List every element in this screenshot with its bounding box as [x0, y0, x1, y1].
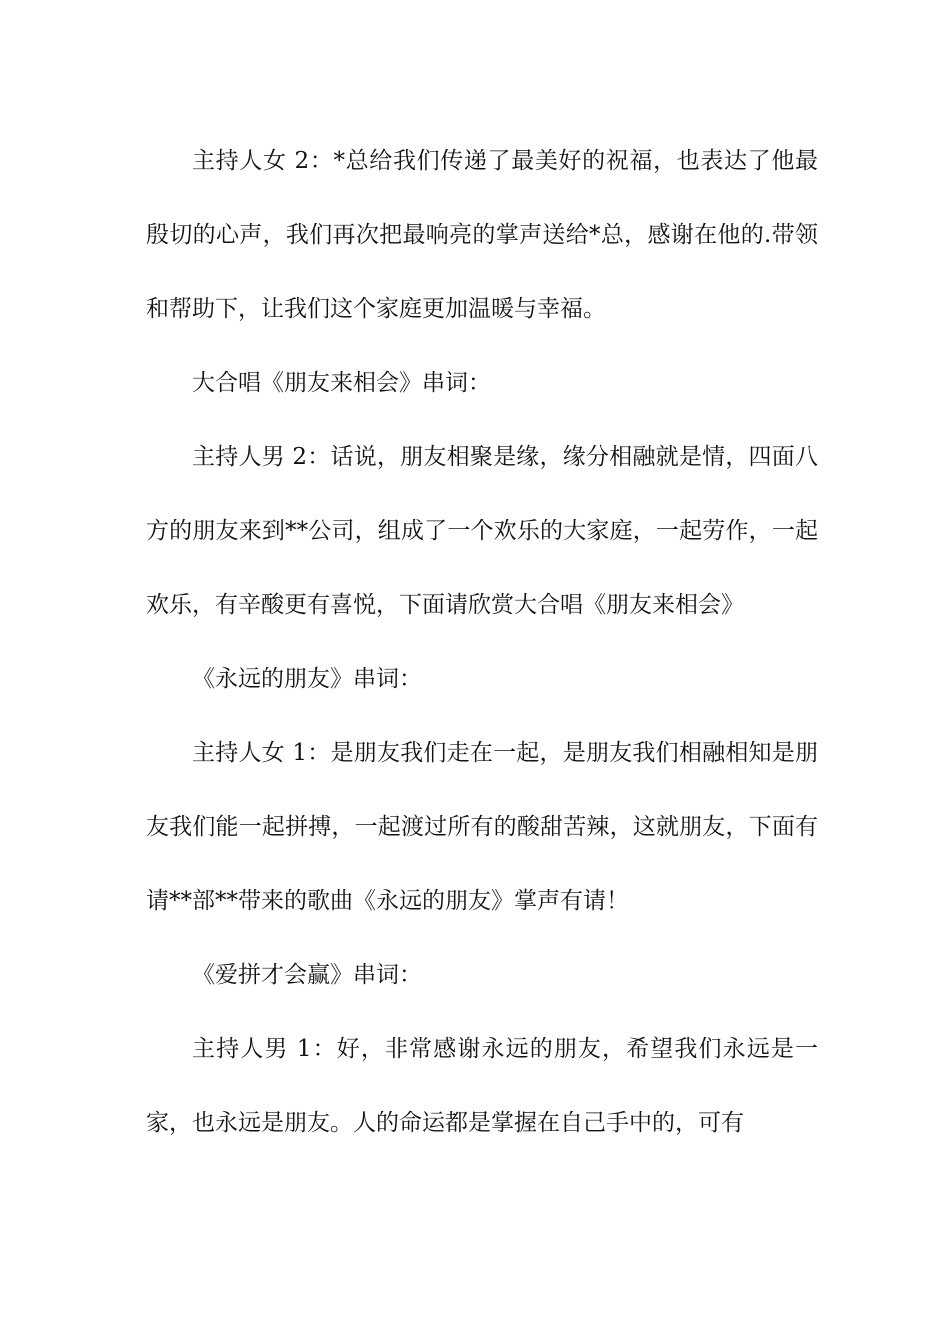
- paragraph-host-male-2: 主持人男 2：话说，朋友相聚是缘，缘分相融就是情，四面八方的朋友来到**公司，组成了一个欢乐的大家庭，一起劳作，一起欢乐，有辛酸更有喜悦，下面请欣赏大合唱《朋友来相会》: [146, 444, 818, 618]
- paragraph-host-female-2: 主持人女 2：*总给我们传递了最美好的祝福，也表达了他最殷切的心声，我们再次把最响亮的掌声送给*总，感谢在他的.带领和帮助下，让我们这个家庭更加温暖与幸福。: [146, 148, 818, 322]
- heading-love-fight-win: 《爱拼才会赢》串词：: [192, 962, 422, 988]
- paragraph-host-female-1: 主持人女 1：是朋友我们走在一起，是朋友我们相融相知是朋友我们能一起拼搏，一起渡过所有的酸甜苦辣，这就朋友，下面有请**部**带来的歌曲《永远的朋友》掌声有请！: [146, 740, 818, 914]
- paragraph-host-male-1: 主持人男 1：好，非常感谢永远的朋友，希望我们永远是一家，也永远是朋友。人的命运都是掌握在自己手中的，可有: [146, 1036, 818, 1136]
- document-body: [146, 124, 818, 1160]
- heading-chorus-friends-meet: 大合唱《朋友来相会》串词：: [192, 370, 491, 396]
- heading-forever-friends: 《永远的朋友》串词：: [192, 666, 422, 692]
